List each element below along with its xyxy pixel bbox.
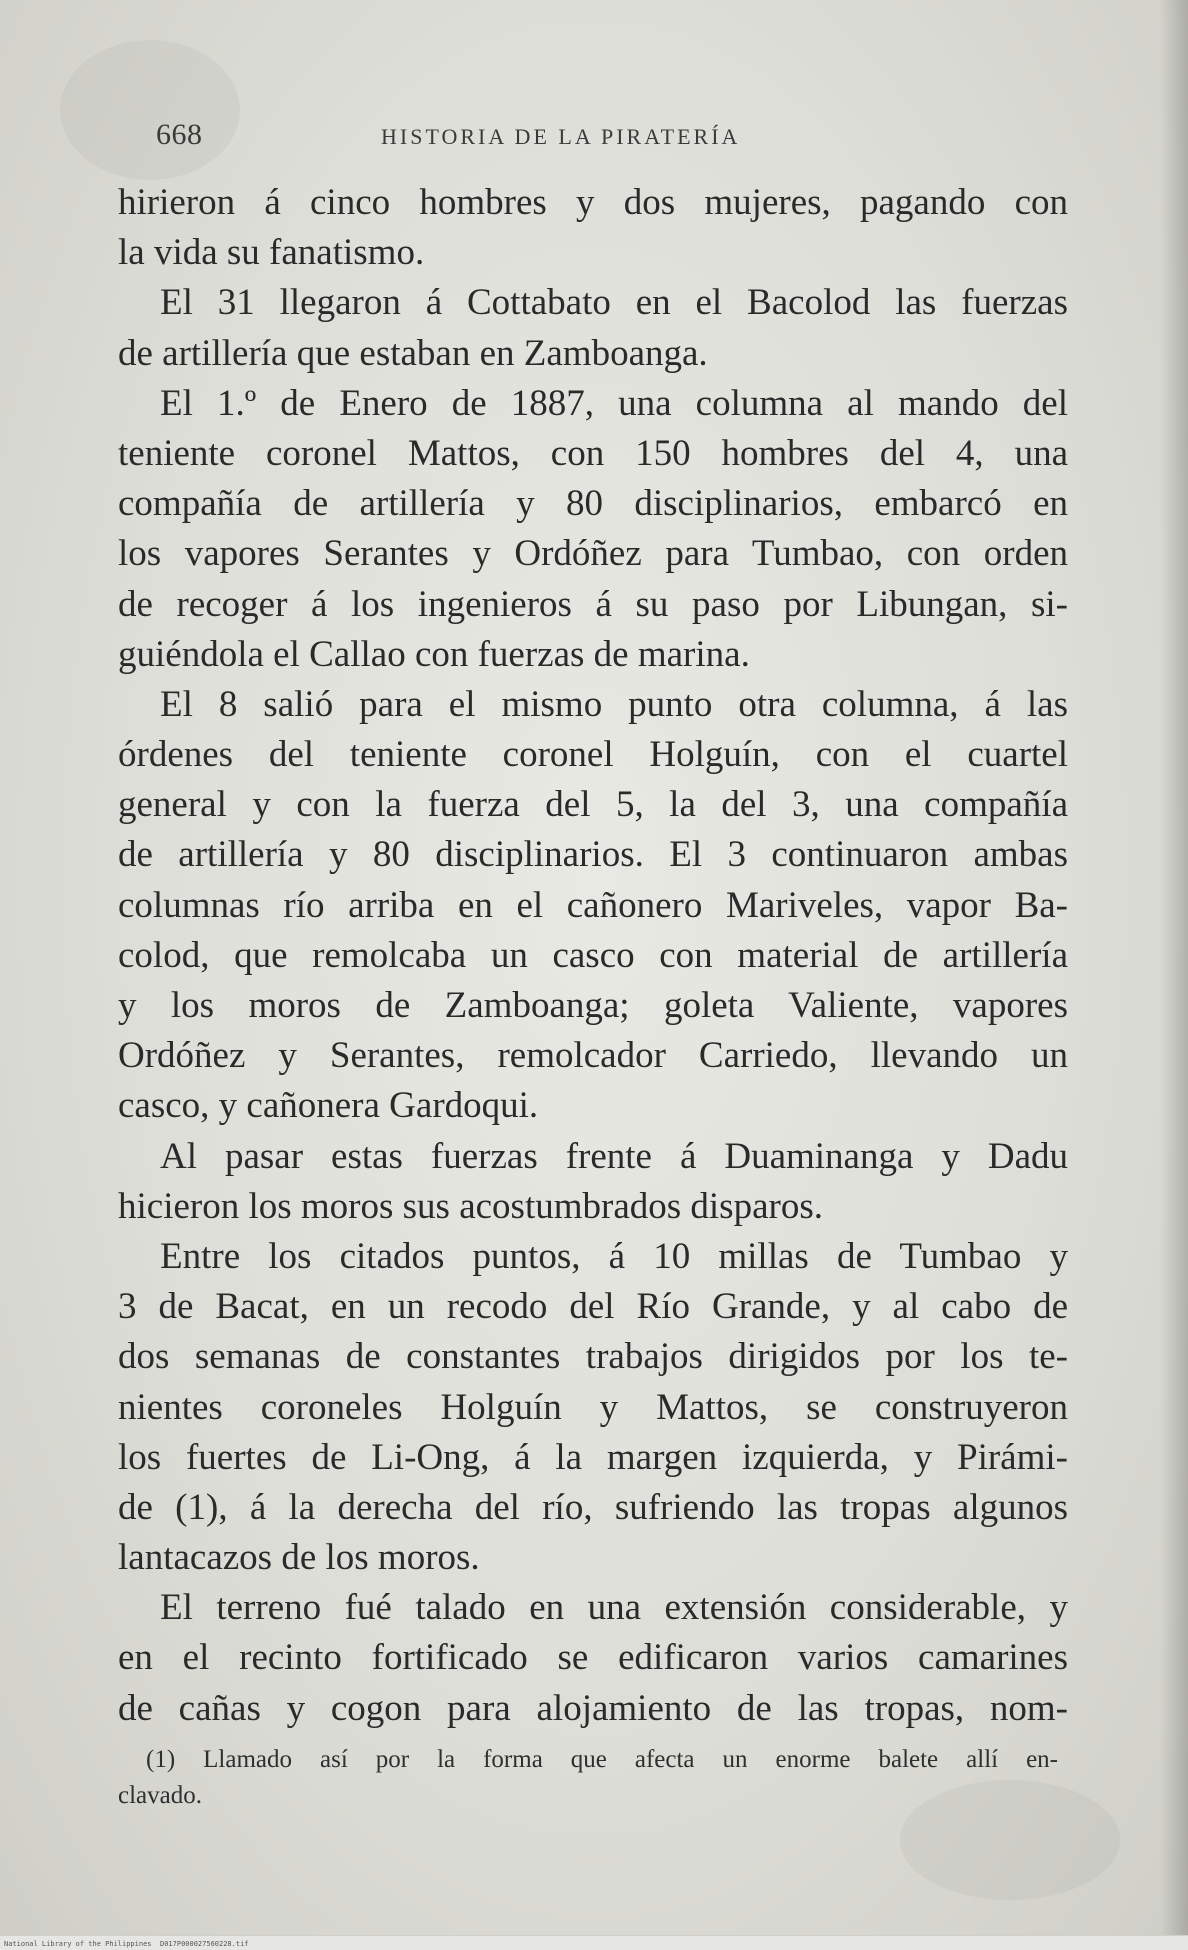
text-line: El terreno fué talado en una extensión considerable, y [160, 1587, 1068, 1629]
text-line: El 1.º de Enero de 1887, una columna al mando del [160, 382, 1068, 424]
library-credit: National Library of the Philippines [4, 1940, 152, 1948]
text-line: compañía de artillería y 80 disciplinarios, embarcó en [118, 483, 1068, 525]
text-line: lantacazos de los moros. [118, 1537, 480, 1579]
text-line: hirieron á cinco hombres y dos mujeres, pagando con [118, 182, 1068, 223]
text-line: casco, y cañonera Gardoqui. [118, 1085, 539, 1127]
text-line: El 31 llegaron á Cottabato en el Bacolod las fuerzas [160, 282, 1068, 324]
text-line: de artillería y 80 disciplinarios. El 3 continuaron ambas [118, 834, 1068, 876]
text-line: Entre los citados puntos, á 10 millas de Tumbao y [160, 1235, 1068, 1277]
body-text [118, 178, 1068, 1734]
text-line: teniente coronel Mattos, con 150 hombres del 4, una [118, 432, 1068, 474]
text-line: la vida su fanatismo. [118, 232, 425, 274]
footnote [118, 1742, 1058, 1814]
page-header [156, 118, 836, 158]
text-line: Ordóñez y Serantes, remolcador Carriedo, llevando un [118, 1035, 1068, 1077]
footnote-line: clavado. [118, 1782, 202, 1809]
text-line: guiéndola el Callao con fuerzas de marina. [118, 633, 750, 675]
text-line: hicieron los moros sus acostumbrados disparos. [118, 1185, 823, 1227]
text-line: columnas río arriba en el cañonero Mariveles, vapor Ba- [118, 884, 1068, 926]
text-line: nientes coroneles Holguín y Mattos, se construyeron [118, 1386, 1068, 1428]
paper-stain [60, 40, 240, 180]
page-number: 668 [156, 118, 203, 151]
text-line: Al pasar estas fuerzas frente á Duaminanga y Dadu [160, 1135, 1068, 1177]
text-line: colod, que remolcaba un casco con material de artillería [118, 934, 1068, 976]
text-line: los fuertes de Li-Ong, á la margen izquierda, y Pirámi- [118, 1436, 1068, 1478]
text-line: y los moros de Zamboanga; goleta Valiente, vapores [118, 985, 1068, 1026]
scan-footer [0, 1935, 1188, 1950]
text-line: los vapores Serantes y Ordóñez para Tumbao, con orden [118, 533, 1068, 575]
text-line: órdenes del teniente coronel Holguín, con el cuartel [118, 734, 1068, 776]
text-line: 3 de Bacat, en un recodo del Río Grande, y al cabo de [118, 1286, 1068, 1328]
text-line: en el recinto fortificado se edificaron varios camarines [118, 1637, 1068, 1679]
text-line: de recoger á los ingenieros á su paso por Libungan, si- [118, 583, 1068, 625]
text-line: de (1), á la derecha del río, sufriendo las tropas algunos [118, 1486, 1068, 1528]
file-id: D017P000027560228.tif [160, 1940, 249, 1948]
page-edge-shadow [1160, 0, 1188, 1950]
text-line: general y con la fuerza del 5, la del 3, una compañía [118, 784, 1068, 826]
footnote-line: (1) Llamado así por la forma que afecta un enorme balete allí en- [146, 1746, 1058, 1773]
text-line: dos semanas de constantes trabajos dirigidos por los te- [118, 1336, 1068, 1378]
text-line: de cañas y cogon para alojamiento de las tropas, nom- [118, 1687, 1068, 1729]
text-line: El 8 salió para el mismo punto otra columna, á las [160, 683, 1068, 725]
text-line: de artillería que estaban en Zamboanga. [118, 332, 708, 374]
running-title: HISTORIA DE LA PIRATERÍA [381, 124, 741, 149]
